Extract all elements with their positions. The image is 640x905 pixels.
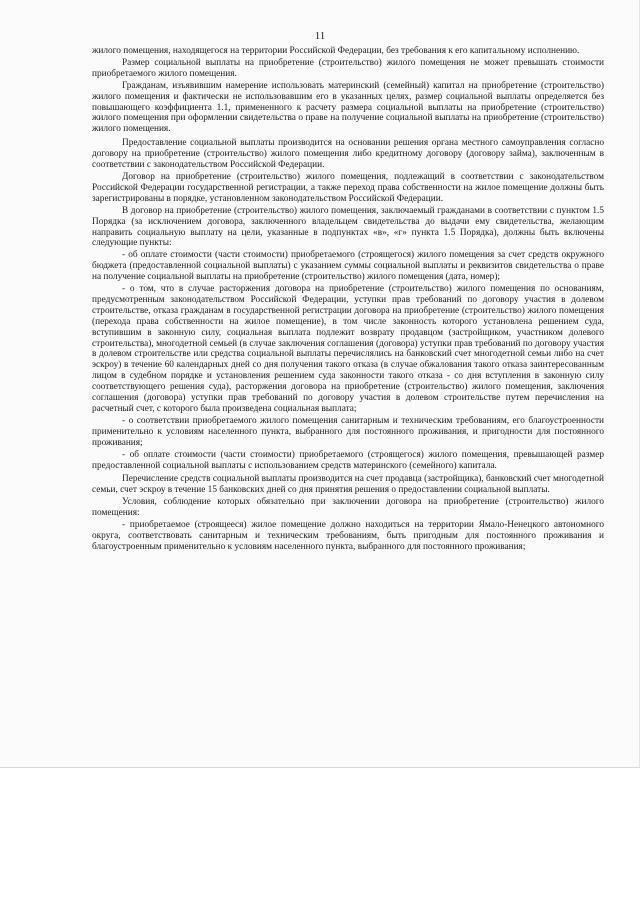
condition-location: - приобретаемое (строящееся) жилое помещение должно находиться на территории Ямало-Ненецкого автономного округа, соответствовать санитарным и техническим требованиям, быть пригодным для постоянного проживания и благоустроенным применительно к условиям населенного пункта, выбранного для постоянного проживания;	[92, 520, 604, 552]
paragraph-maternity-capital: Гражданам, изъявившим намерение использовать материнский (семейный) капитал на приобретение (строительство) жилого помещения и фактически не использовавшим его в указанных целях, размер социальной выплаты определяется без повышающего коэффициента 1.1, примененного к расчету размера социальной выплаты на приобретение (строительство) жилого помещения при оформлении свидетельства о праве на получение социальной выплаты на приобретение (строительство) жилого помещения.	[92, 80, 604, 135]
clause-excess-payment: - об оплате стоимости (части стоимости) приобретаемого (строящегося) жилого помещения, превышающей размер предоставленной социальной выплаты с использованием средств материнского (семейного) капитала.	[92, 449, 604, 471]
paragraph-max-payment: Размер социальной выплаты на приобретение (строительство) жилого помещения не может превышать стоимости приобретаемого жилого помещения.	[92, 57, 604, 79]
paragraph-registration: Договор на приобретение (строительство) жилого помещения, подлежащий в соответствии с законодательством Российской Федерации государственной регистрации, а также переход права собственности на жилое помещение должны быть зарегистрированы в порядке, установленном законодательством Российской Федерации.	[92, 171, 604, 204]
paragraph-contract-clauses: В договор на приобретение (строительство) жилого помещения, заключаемый гражданами в соответствии с пунктом 1.5 Порядка (за исключением договора, заключенного владельцем свидетельства до выдачи ему свидетельства, желающим направить социальную выплату на цели, указанные в подпунктах «в», «г» пункта 1.5 Порядка), должны быть включены следующие пункты:	[92, 205, 604, 249]
clause-payment-from-budget: - об оплате стоимости (части стоимости) приобретаемого (строящегося) жилого помещения за счет средств окружного бюджета (предоставленной социальной выплаты) с указанием суммы социальной выплаты и реквизитов свидетельства о праве на получение социальной выплаты на приобретение (строительство) жилого помещения (дата, номер);	[92, 250, 604, 283]
clause-refund-on-termination: - о том, что в случае расторжения договора на приобретение (строительство) жилого помещения по основаниям, предусмотренным законодательством Российской Федерации, уступки прав требований по договору участия в долевом строительстве, отказа гражданам в государственной регистрации договора на приобретение (строительство) жилого помещения (перехода права собственности на жилое помещение), в том числе законность которого установлена решением суда, вступившим в законную силу, социальная выплата подлежит возврату продавцом (застройщиком, участником долевого строительства), многодетной семьей (в случае заключения соглашения (договора) уступки прав требований по договору участия в долевом строительстве или средства социальной выплаты перечислялись на банковский счет многодетной семьи либо на счет эскроу) в течение 60 календарных дней со дня получения такого отказа (в случае обжалования такого отказа заинтересованным лицом в судебном порядке и установления решением суда законности такого отказа - со дня вступления в законную силу соответствующего решения суда), расторжения договора на приобретение (строительство) жилого помещения, заключения соглашения (договора) уступки прав требований по договору участия в долевом строительстве путем перечисления на расчетный счет, с которого была произведена социальная выплата;	[92, 284, 604, 414]
paragraph-payment-basis: Предоставление социальной выплаты производится на основании решения органа местного самоуправления согласно договору на приобретение (строительство) жилого помещения либо кредитному договору (договору займа), заключенным в соответствии с законодательством Российской Федерации.	[92, 138, 604, 171]
paragraph-continuation: жилого помещения, находящегося на территории Российской Федерации, без требования к его капитальному исполнению.	[92, 46, 580, 56]
paragraph-transfer-terms: Перечисление средств социальной выплаты производится на счет продавца (застройщика), банковский счет многодетной семьи, счет эскроу в течение 15 банковских дней со дня принятия решения о предоставлении социальной выплаты.	[92, 474, 604, 496]
document-body	[92, 46, 604, 554]
paragraph-conditions: Условия, соблюдение которых обязательно при заключении договора на приобретение (строительство) жилого помещения:	[92, 497, 604, 519]
clause-sanitary-requirements: - о соответствии приобретаемого жилого помещения санитарным и техническим требованиям, его благоустроенности применительно к условиям населенного пункта, выбранного для постоянного проживания, и пригодности для постоянного проживания;	[92, 415, 604, 448]
page-number: 11	[314, 30, 326, 42]
